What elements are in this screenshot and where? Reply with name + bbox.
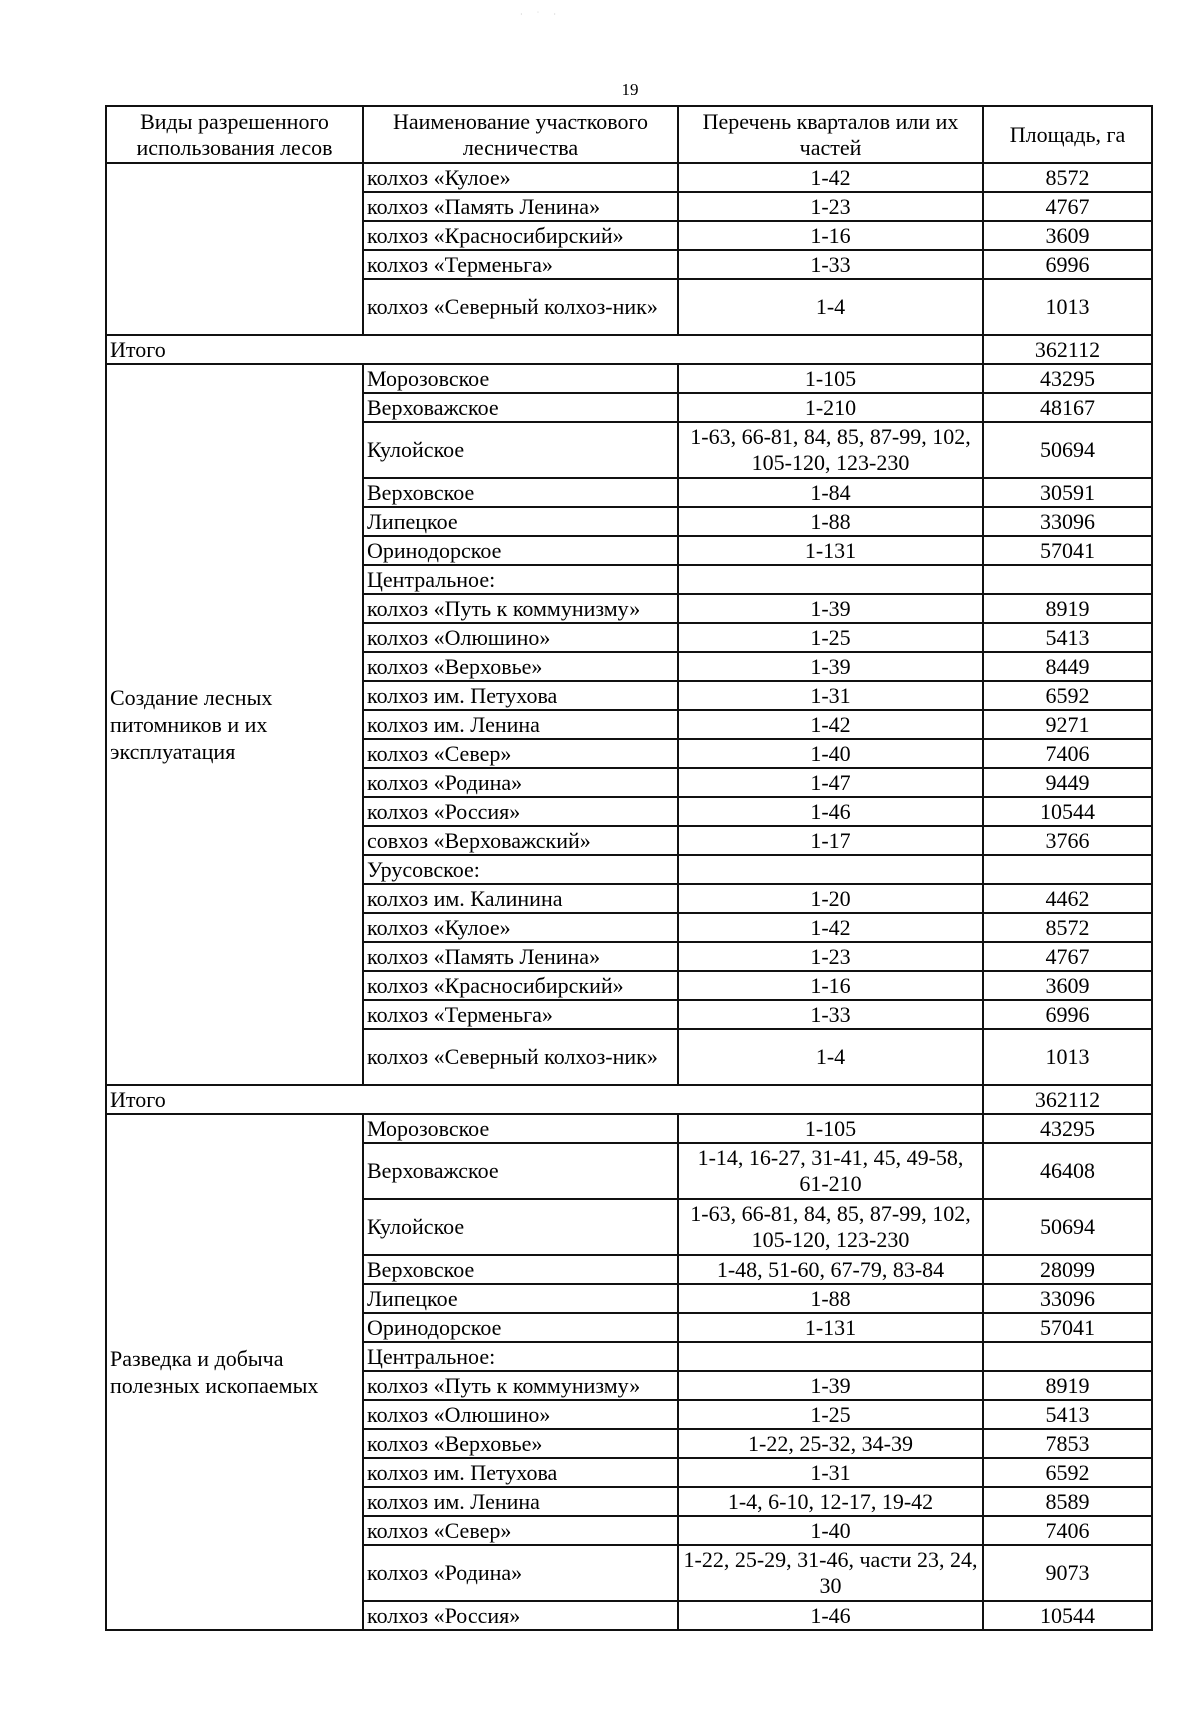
area-cell: 3609 — [983, 971, 1152, 1000]
forestry-name-cell: колхоз им. Калинина — [363, 884, 678, 913]
area-cell: 6996 — [983, 1000, 1152, 1029]
forestry-name-cell: Центральное: — [363, 565, 678, 594]
quarters-cell: 1-4 — [678, 279, 983, 335]
area-cell: 1013 — [983, 1029, 1152, 1085]
quarters-cell: 1-42 — [678, 163, 983, 192]
area-cell: 8572 — [983, 913, 1152, 942]
quarters-cell: 1-42 — [678, 913, 983, 942]
forest-use-table — [105, 105, 1153, 1631]
forestry-name-cell: колхоз им. Ленина — [363, 710, 678, 739]
forestry-name-cell: колхоз «Память Ленина» — [363, 192, 678, 221]
forestry-name-cell: колхоз «Верховье» — [363, 1429, 678, 1458]
area-cell: 4767 — [983, 192, 1152, 221]
forestry-name-cell: колхоз «Северный колхоз-ник» — [363, 279, 678, 335]
forestry-name-cell: колхоз «Россия» — [363, 797, 678, 826]
total-label: Итого — [106, 1085, 983, 1114]
forestry-name-cell: Верховажское — [363, 393, 678, 422]
header-area: Площадь, га — [983, 106, 1152, 163]
quarters-cell: 1-63, 66-81, 84, 85, 87-99, 102, 105-120, 123-230 — [678, 422, 983, 478]
forestry-name-cell: колхоз «Родина» — [363, 1545, 678, 1601]
forestry-name-cell: колхоз им. Ленина — [363, 1487, 678, 1516]
table-row — [106, 163, 1152, 192]
forestry-name-cell: Верховское — [363, 478, 678, 507]
forestry-name-cell: колхоз «Кулое» — [363, 163, 678, 192]
area-cell: 9449 — [983, 768, 1152, 797]
area-cell — [983, 855, 1152, 884]
page-number: 19 — [621, 80, 639, 99]
quarters-cell: 1-40 — [678, 739, 983, 768]
quarters-cell: 1-33 — [678, 1000, 983, 1029]
area-cell: 50694 — [983, 422, 1152, 478]
area-cell: 6996 — [983, 250, 1152, 279]
quarters-cell: 1-47 — [678, 768, 983, 797]
quarters-cell: 1-131 — [678, 536, 983, 565]
table-header-row — [106, 106, 1152, 163]
area-cell: 8572 — [983, 163, 1152, 192]
area-cell: 30591 — [983, 478, 1152, 507]
table-row — [106, 364, 1152, 393]
area-cell: 3766 — [983, 826, 1152, 855]
forestry-name-cell: Кулойское — [363, 1199, 678, 1255]
quarters-cell: 1-23 — [678, 192, 983, 221]
forestry-name-cell: колхоз «Олюшино» — [363, 623, 678, 652]
area-cell — [983, 1342, 1152, 1371]
forestry-name-cell: совхоз «Верховажский» — [363, 826, 678, 855]
total-area: 362112 — [983, 335, 1152, 364]
area-cell: 50694 — [983, 1199, 1152, 1255]
quarters-cell: 1-33 — [678, 250, 983, 279]
forestry-name-cell: колхоз «Память Ленина» — [363, 942, 678, 971]
forestry-name-cell: колхоз «Кулое» — [363, 913, 678, 942]
quarters-cell: 1-42 — [678, 710, 983, 739]
forestry-name-cell: колхоз «Северный колхоз-ник» — [363, 1029, 678, 1085]
area-cell: 57041 — [983, 536, 1152, 565]
quarters-cell: 1-46 — [678, 797, 983, 826]
area-cell: 33096 — [983, 507, 1152, 536]
quarters-cell: 1-105 — [678, 1114, 983, 1143]
forestry-name-cell: колхоз «Путь к коммунизму» — [363, 1371, 678, 1400]
area-cell: 4767 — [983, 942, 1152, 971]
area-cell: 1013 — [983, 279, 1152, 335]
area-cell: 7853 — [983, 1429, 1152, 1458]
use-type-cell: Разведка и добыча полезных ископаемых — [106, 1114, 363, 1630]
forestry-name-cell: Урусовское: — [363, 855, 678, 884]
quarters-cell: 1-16 — [678, 221, 983, 250]
total-row — [106, 335, 1152, 364]
area-cell: 6592 — [983, 681, 1152, 710]
area-cell: 5413 — [983, 623, 1152, 652]
quarters-cell: 1-4, 6-10, 12-17, 19-42 — [678, 1487, 983, 1516]
area-cell: 33096 — [983, 1284, 1152, 1313]
forestry-name-cell: Липецкое — [363, 507, 678, 536]
quarters-cell: 1-131 — [678, 1313, 983, 1342]
quarters-cell: 1-88 — [678, 1284, 983, 1313]
total-label: Итого — [106, 335, 983, 364]
forestry-name-cell: колхоз им. Петухова — [363, 681, 678, 710]
forestry-name-cell: колхоз «Север» — [363, 1516, 678, 1545]
header-use-type: Виды разрешенного использования лесов — [106, 106, 363, 163]
use-type-cell: Создание лесных питомников и их эксплуатация — [106, 364, 363, 1085]
quarters-cell: 1-46 — [678, 1601, 983, 1630]
area-cell: 7406 — [983, 1516, 1152, 1545]
forestry-name-cell: Центральное: — [363, 1342, 678, 1371]
area-cell: 46408 — [983, 1143, 1152, 1199]
area-cell: 28099 — [983, 1255, 1152, 1284]
header-quarters: Перечень кварталов или их частей — [678, 106, 983, 163]
forestry-name-cell: колхоз «Терменьга» — [363, 250, 678, 279]
quarters-cell: 1-22, 25-32, 34-39 — [678, 1429, 983, 1458]
forestry-name-cell: Морозовское — [363, 1114, 678, 1143]
table-row — [106, 1114, 1152, 1143]
forestry-name-cell: Кулойское — [363, 422, 678, 478]
forestry-name-cell: колхоз им. Петухова — [363, 1458, 678, 1487]
area-cell — [983, 565, 1152, 594]
quarters-cell: 1-23 — [678, 942, 983, 971]
quarters-cell: 1-210 — [678, 393, 983, 422]
area-cell: 6592 — [983, 1458, 1152, 1487]
area-cell: 9073 — [983, 1545, 1152, 1601]
header-forestry: Наименование участкового лесничества — [363, 106, 678, 163]
area-cell: 48167 — [983, 393, 1152, 422]
forestry-name-cell: колхоз «Красносибирский» — [363, 971, 678, 1000]
forestry-name-cell: Липецкое — [363, 1284, 678, 1313]
forestry-name-cell: Оринодорское — [363, 536, 678, 565]
quarters-cell: 1-105 — [678, 364, 983, 393]
quarters-cell: 1-22, 25-29, 31-46, части 23, 24, 30 — [678, 1545, 983, 1601]
quarters-cell: 1-20 — [678, 884, 983, 913]
forestry-name-cell: колхоз «Родина» — [363, 768, 678, 797]
quarters-cell: 1-25 — [678, 623, 983, 652]
forestry-name-cell: колхоз «Олюшино» — [363, 1400, 678, 1429]
area-cell: 4462 — [983, 884, 1152, 913]
area-cell: 8589 — [983, 1487, 1152, 1516]
forestry-name-cell: Верховское — [363, 1255, 678, 1284]
quarters-cell: 1-39 — [678, 1371, 983, 1400]
quarters-cell: 1-17 — [678, 826, 983, 855]
forestry-name-cell: колхоз «Север» — [363, 739, 678, 768]
quarters-cell: 1-39 — [678, 594, 983, 623]
forestry-name-cell: колхоз «Верховье» — [363, 652, 678, 681]
use-type-cell — [106, 163, 363, 335]
quarters-cell: 1-16 — [678, 971, 983, 1000]
quarters-cell: 1-25 — [678, 1400, 983, 1429]
total-row — [106, 1085, 1152, 1114]
forestry-name-cell: колхоз «Россия» — [363, 1601, 678, 1630]
quarters-cell: 1-40 — [678, 1516, 983, 1545]
table-body — [106, 163, 1152, 1630]
quarters-cell — [678, 1342, 983, 1371]
quarters-cell — [678, 565, 983, 594]
area-cell: 8919 — [983, 594, 1152, 623]
quarters-cell — [678, 855, 983, 884]
area-cell: 8919 — [983, 1371, 1152, 1400]
scan-artifact: · ˙ · — [520, 10, 562, 19]
area-cell: 43295 — [983, 1114, 1152, 1143]
area-cell: 7406 — [983, 739, 1152, 768]
area-cell: 43295 — [983, 364, 1152, 393]
area-cell: 3609 — [983, 221, 1152, 250]
quarters-cell: 1-14, 16-27, 31-41, 45, 49-58, 61-210 — [678, 1143, 983, 1199]
forestry-name-cell: колхоз «Красносибирский» — [363, 221, 678, 250]
quarters-cell: 1-48, 51-60, 67-79, 83-84 — [678, 1255, 983, 1284]
forestry-name-cell: Морозовское — [363, 364, 678, 393]
area-cell: 9271 — [983, 710, 1152, 739]
total-area: 362112 — [983, 1085, 1152, 1114]
area-cell: 5413 — [983, 1400, 1152, 1429]
quarters-cell: 1-84 — [678, 478, 983, 507]
area-cell: 10544 — [983, 797, 1152, 826]
forestry-name-cell: Оринодорское — [363, 1313, 678, 1342]
area-cell: 8449 — [983, 652, 1152, 681]
forestry-name-cell: колхоз «Путь к коммунизму» — [363, 594, 678, 623]
forestry-name-cell: колхоз «Терменьга» — [363, 1000, 678, 1029]
quarters-cell: 1-31 — [678, 681, 983, 710]
quarters-cell: 1-88 — [678, 507, 983, 536]
forestry-name-cell: Верховажское — [363, 1143, 678, 1199]
area-cell: 10544 — [983, 1601, 1152, 1630]
quarters-cell: 1-31 — [678, 1458, 983, 1487]
quarters-cell: 1-63, 66-81, 84, 85, 87-99, 102, 105-120, 123-230 — [678, 1199, 983, 1255]
quarters-cell: 1-4 — [678, 1029, 983, 1085]
area-cell: 57041 — [983, 1313, 1152, 1342]
quarters-cell: 1-39 — [678, 652, 983, 681]
